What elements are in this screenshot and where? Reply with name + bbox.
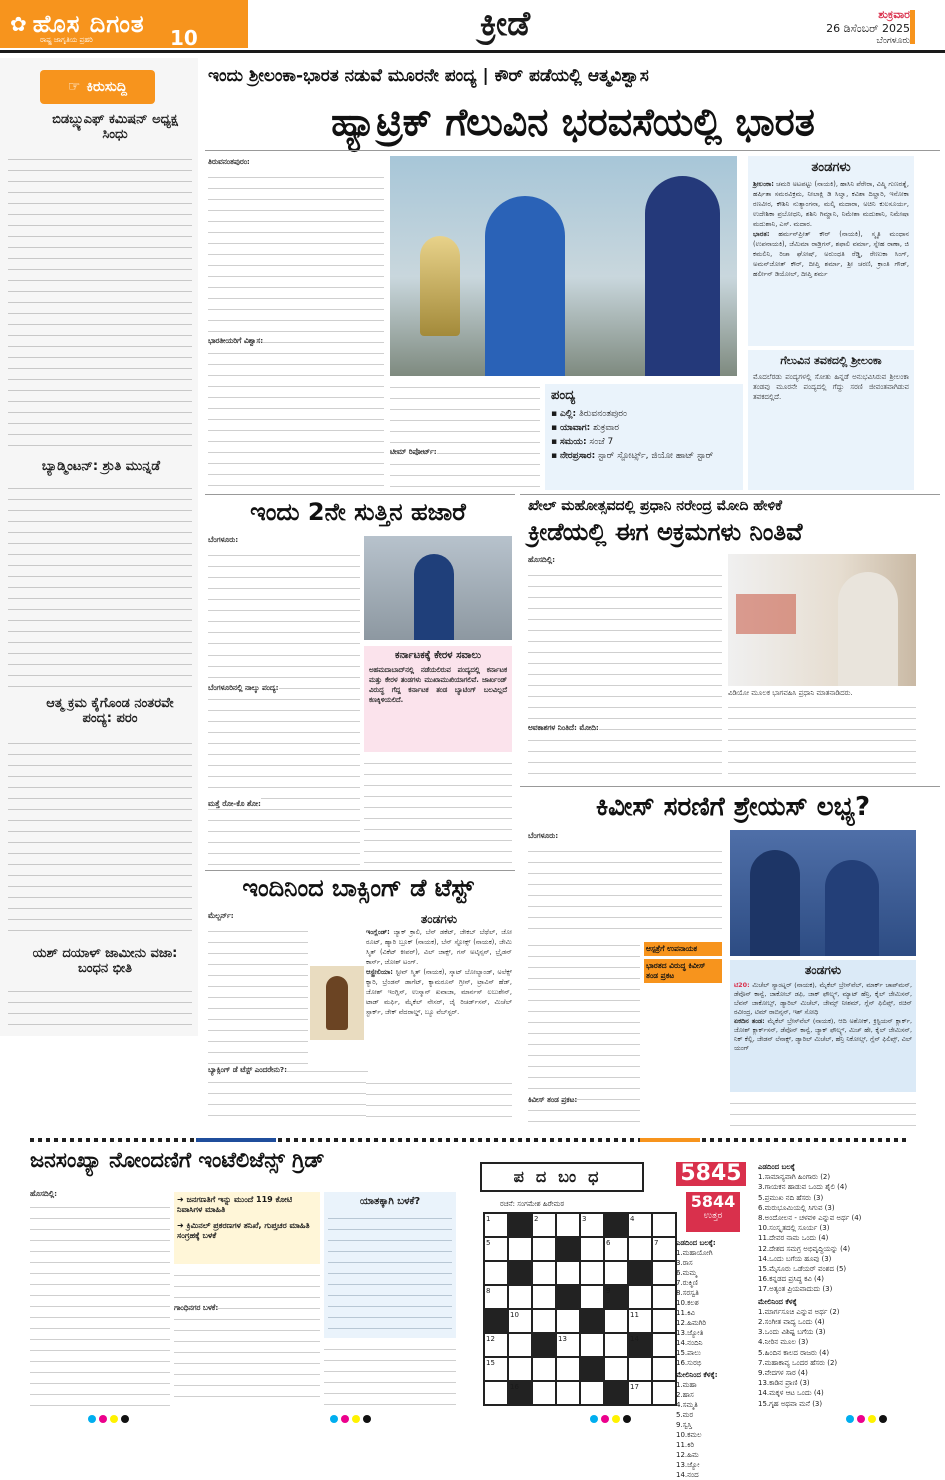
crossword-cell[interactable] bbox=[628, 1237, 652, 1261]
sl-squad: ಚಮರಿ ಅಟಪಟ್ಟು (ನಾಯಕಿ), ಹಾಸಿನಿ ಪೆರೇರಾ, ವಿಷ್ಮಿ ಗುಣರತ್ನೆ, ಹರ್ಷಿತಾ ಸಮರವಿಕ್ರಮ, ನೀಲಾಕ್ಷಿ ಡಿ ಸಿಲ್ವಾ, ಕವಿಶಾ ದಿಲ್ಹಾರಿ, ಇನೋಕಾ ರಣವೀರ, ಕೌಶಿನಿ ನುತ್ಯಾಂಗನಾ, ಮಲ್ಕಿ ಮದಾರಾ, ಅಚಿನಿ ಕುಲಸೂರ್ಯ, ಉದೇಶಿಕಾ ಪ್ರಬೋಧನಿ, ಶಶಿನಿ ಗಿಮ್ಹಾನಿ, ನಿಮೇಶಾ ಮದುಶಾನಿ, ನಿಮೇಷಾ ಮದುಶಾನಿ, ಎಸ್. ಮದಾರ. bbox=[753, 180, 909, 228]
main-body-col2 bbox=[390, 380, 540, 490]
cw-num: 4 bbox=[630, 1215, 635, 1223]
crossword-cell[interactable] bbox=[652, 1285, 676, 1309]
ashes-urn-photo bbox=[310, 966, 364, 1040]
answer-item: 4.ಸಮ್ಮತಿ bbox=[676, 1401, 698, 1409]
edition-city: ಬೆಂಗಳೂರು bbox=[876, 36, 910, 46]
registration-marks bbox=[330, 1408, 374, 1427]
brief-body-4 bbox=[8, 984, 192, 1032]
crossword-cell[interactable] bbox=[532, 1309, 556, 1333]
issue-date: 26 ಡಿಸೆಂಬರ್ 2025 bbox=[826, 22, 910, 35]
answer-item: 13.ಜ್ಯೋತಿ bbox=[676, 1329, 704, 1337]
masthead bbox=[0, 0, 248, 48]
down-clue: 3.ಒಂದು ವಿಶಿಷ್ಟ ಬಗೆಯ (3) bbox=[758, 1328, 826, 1337]
teams-box bbox=[748, 156, 914, 346]
cw-num: 1 bbox=[486, 1215, 491, 1223]
crossword-cell[interactable] bbox=[604, 1309, 628, 1333]
usage-box-title: ಯಾತಕ್ಕಾಗಿ ಬಳಕೆ? bbox=[359, 1196, 421, 1207]
down-clue: 1.ಮಾರ್ಗಸೂಚಿ ಎನ್ನುವ ಅರ್ಥ (2) bbox=[758, 1307, 840, 1316]
answer-item: 7.ರುಕ್ಮಿಣಿ bbox=[676, 1279, 698, 1287]
section-rule bbox=[205, 870, 515, 871]
hand-icon: ☞ bbox=[67, 79, 81, 95]
crossword-cell[interactable] bbox=[508, 1333, 532, 1357]
main-dateline: ತಿರುವನಂತಪುರಂ: bbox=[208, 157, 250, 166]
prev-number: 5844 bbox=[690, 1192, 736, 1211]
crossword-cell[interactable] bbox=[508, 1261, 532, 1285]
shreyas-headline: ಕಿವೀಸ್ ಸರಣಿಗೆ ಶ್ರೇಯಸ್ ಲಭ್ಯ? bbox=[595, 792, 871, 822]
across-clue: 1.ಸಾಮಾನ್ಯವಾಗಿ ಹಿಂಗಾರು (2) bbox=[758, 1173, 831, 1182]
census-usage-box bbox=[324, 1192, 456, 1338]
modi-photo bbox=[728, 554, 916, 686]
crossword-cell[interactable] bbox=[652, 1357, 676, 1381]
down-clue: 4.ನೀರಿನ ಮೂಲ (3) bbox=[758, 1338, 809, 1347]
crossword-cell[interactable] bbox=[580, 1285, 604, 1309]
divider-orange bbox=[640, 1138, 700, 1142]
census-body-col1 bbox=[30, 1200, 170, 1406]
section-rule bbox=[205, 494, 515, 495]
crossword-cell[interactable] bbox=[604, 1333, 628, 1357]
crossword-grid[interactable] bbox=[483, 1212, 677, 1406]
arrow-icon: ➜ bbox=[177, 1221, 187, 1230]
answer-item: 16.ಸುರಭಿ bbox=[676, 1359, 702, 1367]
census-body-col3 bbox=[324, 1342, 456, 1406]
across-clue: 6.ಮರುಭೂಮಿಯಲ್ಲಿ ಸಿಗುವ (3) bbox=[758, 1203, 835, 1212]
highlight-1: ➜ ಜನಗಣತಿಗೆ ಇನ್ನು ಮುಂದೆ 119 ಕೋಟಿ ನಿವಾಸಿಗಳ ಮಾಹಿತಿ bbox=[177, 1195, 293, 1214]
census-body-col2 bbox=[174, 1268, 320, 1406]
orange-edge-bar bbox=[910, 10, 915, 44]
boxing-teams-title: ತಂಡಗಳು bbox=[420, 912, 458, 926]
boxing-body-col1 bbox=[208, 924, 308, 1064]
crossword-cell[interactable] bbox=[532, 1333, 556, 1357]
cw-num: 16 bbox=[510, 1383, 519, 1391]
across-clue: 16.ಕನ್ನಡದ ಪ್ರಸಿದ್ಧ ಕವಿ (4) bbox=[758, 1275, 824, 1284]
match-info-row: ▪ ಎಲ್ಲಿ: ತಿರುವನಂತಪುರಂ bbox=[551, 409, 628, 419]
main-body-col1 bbox=[208, 170, 384, 490]
crossword-cell[interactable] bbox=[652, 1309, 676, 1333]
arrow-icon: ➜ bbox=[177, 1195, 187, 1204]
shreyas-photo bbox=[730, 830, 916, 956]
answers-across-title: ಎಡದಿಂದ ಬಲಕ್ಕೆ: bbox=[676, 1239, 716, 1247]
crossword-cell[interactable] bbox=[532, 1357, 556, 1381]
khel-body-col2 bbox=[728, 700, 916, 780]
crossword-cell[interactable] bbox=[604, 1357, 628, 1381]
hazare-body-col1 bbox=[208, 548, 360, 644]
player-shape bbox=[825, 860, 879, 956]
answer-item: 2.ಹಾಸ bbox=[676, 1391, 694, 1399]
boxing-sub: ಬ್ಯಾಕ್ಸಿಂಗ್ ಡೆ ಟೆಸ್ಟ್ ಎಂದರೇನು?: bbox=[208, 1065, 288, 1074]
brief-headline-4: ಯಶ್ ದಯಾಳ್ ಜಾಮೀನು ವಜಾ: ಬಂಧನ ಭೀತಿ bbox=[32, 946, 178, 976]
callout-1: ಆಸ್ಪತ್ರೆಗೆ ಉಪನಾಯಕ bbox=[644, 942, 722, 956]
main-kicker: ಇಂದು ಶ್ರೀಲಂಕಾ-ಭಾರತ ನಡುವೆ ಮೂರನೇ ಪಂದ್ಯ | ಕೌರ್ ಪಡೆಯಲ್ಲಿ ಆತ್ಮವಿಶ್ವಾಸ bbox=[208, 66, 649, 86]
down-title: ಮೇಲಿನಿಂದ ಕೆಳಕ್ಕೆ bbox=[758, 1297, 797, 1306]
sl-box-text: ಮೊದಲೆರಡು ಪಂದ್ಯಗಳಲ್ಲಿ ಸೋತು ಹಿನ್ನಡೆ ಅನುಭವಿಸಿರುವ ಶ್ರೀಲಂಕಾ ತಂಡವು ಮೂರನೇ ಪಂದ್ಯದಲ್ಲಿ ಗೆದ್ದು ಸರಣಿ ಜೀವಂತವಾಗಿಡುವ ತವಕದಲ್ಲಿದೆ. bbox=[753, 373, 909, 401]
crossword-cell[interactable] bbox=[556, 1381, 580, 1405]
answers-across-list bbox=[676, 1248, 754, 1368]
hazare-sub1: ಬೆಂಗಳೂರಿನಲ್ಲಿ ನಾಲ್ಕು ಪಂದ್ಯ: bbox=[208, 683, 279, 692]
crossword-setter: ರಚನೆ: ಸಂಗಮೇಶ ಹಿರೇಮಠ bbox=[500, 1200, 565, 1208]
khel-sub: ಅವಕಾಶಗಳ ನಿಂತಿದೆ: ಮೋದಿ: bbox=[528, 723, 599, 732]
crossword-cell[interactable] bbox=[484, 1261, 508, 1285]
karnataka-box-title: ಕರ್ನಾಟಕಕ್ಕೆ ಕೇರಳ ಸವಾಲು bbox=[394, 650, 482, 661]
khel-dateline: ಹೊಸದಿಲ್ಲಿ: bbox=[528, 555, 556, 564]
answer-item: 1.ಮಹಾ bbox=[676, 1381, 697, 1389]
crossword-cell[interactable] bbox=[508, 1213, 532, 1237]
match-photo bbox=[390, 156, 737, 376]
shreyas-sub: ಕಿವೀಸ್ ತಂಡ ಪ್ರಕಟ: bbox=[528, 1095, 578, 1104]
across-clue: 17.ಅತ್ಯಂತ ಪ್ರಿಯವಾದುದು (3) bbox=[758, 1285, 833, 1294]
crossword-cell[interactable] bbox=[580, 1309, 604, 1333]
khel-headline: ಕ್ರೀಡೆಯಲ್ಲಿ ಈಗ ಅಕ್ರಮಗಳು ನಿಂತಿವೆ bbox=[528, 518, 803, 546]
across-clue: 8.ಅಂದೋಲನ - ಚಳವಳಿ ಎನ್ನುವ ಅರ್ಥ (4) bbox=[758, 1214, 862, 1223]
cw-num: 8 bbox=[486, 1287, 491, 1295]
player-india-shape bbox=[485, 196, 565, 376]
match-info-title: ಪಂದ್ಯ bbox=[551, 388, 576, 403]
weekday: ಶುಕ್ರವಾರ bbox=[878, 8, 910, 21]
down-clue: 9.ವೇದಗಳ ಸಾರ (4) bbox=[758, 1369, 808, 1378]
answer-item: 12.ಹಿಮಗಿರಿ bbox=[676, 1319, 707, 1327]
answers-down-list bbox=[676, 1380, 754, 1480]
answer-item: 8.ಸರಸ್ವತಿ bbox=[676, 1289, 699, 1297]
registration-marks bbox=[590, 1408, 634, 1427]
screen-text-shape bbox=[736, 594, 796, 634]
hazare-dateline: ಬೆಂಗಳೂರು: bbox=[208, 535, 239, 544]
crossword-cell[interactable] bbox=[580, 1333, 604, 1357]
match-info-row: ▪ ಯಾವಾಗ: ಶುಕ್ರವಾರ bbox=[551, 423, 620, 433]
player-shape bbox=[750, 850, 800, 956]
cw-num: 14 bbox=[630, 1335, 639, 1343]
crossword-cell[interactable] bbox=[508, 1285, 532, 1309]
nz-teams-box bbox=[730, 960, 916, 1092]
answer-item: 1.ಮಹಾಯೋಗಿ bbox=[676, 1249, 713, 1257]
khel-kicker: ಖೇಲ್ ಮಹೋತ್ಸವದಲ್ಲಿ ಪ್ರಧಾನಿ ನರೇಂದ್ರ ಮೋದಿ ಹೇಳಿಕೆ bbox=[528, 498, 783, 514]
answer-item: 15.ಪಾಲು bbox=[676, 1349, 701, 1357]
answers-down-title: ಮೇಲಿನಿಂದ ಕೆಳಕ್ಕೆ: bbox=[676, 1371, 718, 1379]
cw-num: 13 bbox=[558, 1335, 567, 1343]
karnataka-box bbox=[364, 646, 512, 752]
urn-shape bbox=[326, 976, 348, 1030]
crossword-cell[interactable] bbox=[580, 1261, 604, 1285]
crossword-cell[interactable] bbox=[532, 1237, 556, 1261]
brief-body-3 bbox=[8, 736, 192, 940]
crossword-cell[interactable] bbox=[556, 1357, 580, 1381]
cw-num: 17 bbox=[630, 1383, 639, 1391]
match-info-row: ▪ ನೇರಪ್ರಸಾರ: ಸ್ಟಾರ್ ಸ್ಪೋರ್ಟ್ಸ್, ಜಿಯೋ ಹಾಟ್ ಸ್ಟಾರ್ bbox=[551, 451, 714, 461]
down-clues-list bbox=[758, 1307, 916, 1409]
shreyas-dateline: ಬೆಂಗಳೂರು: bbox=[528, 831, 559, 840]
crossword-cell[interactable] bbox=[484, 1381, 508, 1405]
cw-num: 3 bbox=[582, 1215, 587, 1223]
hazare-body-col2 bbox=[364, 756, 512, 868]
answer-item: 5.ಮರ bbox=[676, 1411, 694, 1419]
answer-item: 11.ಕಿವಿ bbox=[676, 1309, 695, 1317]
crossword-cell[interactable] bbox=[580, 1357, 604, 1381]
across-clue: 10.ಸಂಸ್ಕೃತದಲ್ಲಿ ಸೂರ್ಯ (3) bbox=[758, 1224, 830, 1233]
across-clue: 14.ಒಂದು ಬಗೆಯ ಹೂವು (3) bbox=[758, 1254, 832, 1263]
crossword-cell[interactable] bbox=[652, 1213, 676, 1237]
crossword-cell[interactable] bbox=[628, 1285, 652, 1309]
crossword-cell[interactable] bbox=[556, 1213, 580, 1237]
crossword-clues bbox=[758, 1162, 916, 1408]
crossword-prev bbox=[686, 1192, 740, 1232]
date-block bbox=[760, 8, 910, 46]
across-clues-list bbox=[758, 1172, 916, 1294]
aus-label: ಆಸ್ಟ್ರೇಲಿಯಾ: bbox=[366, 968, 393, 976]
answer-item: 3.ರಾಸ bbox=[676, 1259, 693, 1267]
answer-item: 14.ನಂದ bbox=[676, 1471, 699, 1479]
brief-body-2 bbox=[8, 481, 192, 691]
crossword-cell[interactable] bbox=[556, 1237, 580, 1261]
crossword-cell[interactable] bbox=[508, 1237, 532, 1261]
down-clue: 7.ಮಹಾಕಾವ್ಯ ಒಂದರ ಹೆಸರು (2) bbox=[758, 1358, 838, 1367]
crossword-number: 5845 bbox=[676, 1162, 746, 1186]
cw-num: 5 bbox=[486, 1239, 491, 1247]
crossword-cell[interactable] bbox=[508, 1357, 532, 1381]
crossword-cell[interactable] bbox=[652, 1333, 676, 1357]
census-dateline: ಹೊಸದಿಲ್ಲಿ: bbox=[30, 1189, 58, 1198]
crossword-cell[interactable] bbox=[532, 1381, 556, 1405]
brief-headline-3: ಆತ್ಮ ಕ್ರಮ ಕೈಗೊಂಡ ನಂತರವೇ ಪಂದ್ಯ: ಪರಂ bbox=[46, 696, 174, 726]
khel-caption: ವಿಡಿಯೋ ಮೂಲಕ ಭಾಗವಹಿಸಿ ಪ್ರಧಾನಿ ಮಾತನಾಡಿದರು. bbox=[728, 689, 853, 697]
answer-item: 9.ಸ್ವಸ್ತಿ bbox=[676, 1421, 692, 1429]
census-sub: ಗಾಂಧಿನಗರ ಬಳಕೆ: bbox=[174, 1303, 219, 1312]
crossword-cell[interactable] bbox=[652, 1261, 676, 1285]
down-clue: 5.ಹಿಂದಿನ ಕಾಲದ ರಾಜರು (4) bbox=[758, 1348, 830, 1357]
crossword-cell[interactable] bbox=[532, 1285, 556, 1309]
karnataka-box-text: ಅಹಮದಾಬಾದ್‌ನಲ್ಲಿ ನಡೆಯಲಿರುವ ಪಂದ್ಯದಲ್ಲಿ ಕರ್ನಾಟಕ ಮತ್ತು ಕೇರಳ ತಂಡಗಳು ಮುಖಾಮುಖಿಯಾಗಲಿವೆ. ಜಾರ್ಖಂಡ್ ವಿರುದ್ಧ ಗೆದ್ದ ಕರ್ನಾಟಕ ತಂಡ ಬ್ಯಾಟಿಂಗ್ ಬಲವಿಲ್ಲದೆ ಕಣಕ್ಕಿಳಿಯಲಿದೆ. bbox=[369, 666, 507, 704]
across-title: ಎಡದಿಂದ ಬಲಕ್ಕೆ bbox=[758, 1163, 795, 1171]
boxing-headline: ಇಂದಿನಿಂದ ಬಾಕ್ಸಿಂಗ್ ಡೆ ಟೆಸ್ಟ್ bbox=[242, 874, 474, 902]
boxing-teams bbox=[366, 912, 512, 1072]
shreyas-body-col2 bbox=[730, 1096, 916, 1126]
in-squad: ಹರ್ಮನ್‌ಪ್ರೀತ್ ಕೌರ್ (ನಾಯಕಿ), ಸ್ಮೃತಿ ಮಂಧಾನ (ಉಪನಾಯಕಿ), ಜೆಮಿಮಾ ರಾಡ್ರಿಗಸ್, ಶಫಾಲಿ ವರ್ಮಾ, ಸ್ನೇಹ ರಾಣಾ, ಜಿ ಕಮಲಿನಿ, ರಿಚಾ ಘೋಷ್, ಅರುಂಧತಿ ರೆಡ್ಡಿ, ರೇಣುಕಾ ಸಿಂಗ್, ಅಮನ್‌ಜೋತ್ ಕೌರ್, ದೀಪ್ತಿ ಶರ್ಮಾ, ಶ್ರೀ ಚರಣಿ, ಕ್ರಾಂತಿ ಗೌಡ್, ಹರ್ಲೀನ್ ಡಿಯೋಲ್, ದೀಪ್ತಿ ಶರ್ಮ bbox=[753, 230, 909, 278]
t20-label: ಟಿ20: bbox=[734, 981, 750, 989]
page-number: 10 bbox=[170, 26, 198, 50]
odi-label: ಏಕದಿನ ತಂಡ: bbox=[734, 1017, 765, 1025]
answer-item: 12.ಹಿಮ bbox=[676, 1451, 699, 1459]
match-info-box bbox=[545, 384, 743, 490]
cw-num: 12 bbox=[486, 1335, 495, 1343]
main-subhead-2: ಟೀಮ್ ರಿಪೋರ್ಟ್: bbox=[390, 447, 437, 456]
answer-item: 11.ಕಿರಿ bbox=[676, 1441, 695, 1449]
across-clue: 15.ಮೈಸೂರು ಒಡೆಯರ್ ವಂಶದ (5) bbox=[758, 1265, 847, 1274]
crossword-cell[interactable] bbox=[484, 1309, 508, 1333]
t20-squad: ಮಿಚೆಲ್ ಸ್ಯಾಂಟ್ನರ್ (ನಾಯಕ), ಮೈಕೆಲ್ ಬ್ರೇಸ್‌ವೆಲ್, ಮಾರ್ಕ್ ಚಾಪ್‌ಮನ್, ಡೆವೊನ್ ಕಾನ್ವೆ, ಜಾಕೋಬ್ ಡಫಿ, ಜಾಕ್ ಫೌಲ್ಕ್ಸ್, ಮ್ಯಾಟ್ ಹೆನ್ರಿ, ಕೈಲ್ ಜೇಮಿಸನ್, ಬೆವನ್ ಜಾಕೋಬ್ಸ್, ಡ್ಯಾರಿಲ್ ಮಿಚೆಲ್, ಜೇಮ್ಸ್ ನೀಶಮ್, ಗ್ಲೆನ್ ಫಿಲಿಪ್ಸ್, ರಚಿನ್ ರವೀಂದ್ರ, ಟಿಮ್ ರಾಬಿನ್ಸನ್, ಇಶ್ ಸೋಧಿ bbox=[734, 981, 912, 1016]
crossword-cell[interactable] bbox=[556, 1285, 580, 1309]
brief-headline-2: ಬ್ಯಾಡ್ಮಿಂಟನ್: ಶ್ರುತಿ ಮುನ್ನಡೆ bbox=[41, 459, 161, 474]
crossword-cell[interactable] bbox=[628, 1357, 652, 1381]
cw-num: 15 bbox=[486, 1359, 495, 1367]
crossword-cell[interactable] bbox=[628, 1261, 652, 1285]
sl-box-title: ಗೆಲುವಿನ ತವಕದಲ್ಲಿ ಶ್ರೀಲಂಕಾ bbox=[780, 354, 882, 367]
section-title: ಕ್ರೀಡೆ bbox=[480, 4, 531, 44]
divider-blue bbox=[196, 1138, 276, 1142]
crossword-answers bbox=[676, 1238, 754, 1479]
main-rule bbox=[205, 150, 940, 151]
answer-item: 10.ಕಮಲ bbox=[676, 1431, 702, 1439]
masthead-tagline: ರಾಷ್ಟ್ರ ಜಾಗೃತಿಯ ಪ್ರಹರಿ bbox=[40, 36, 93, 44]
eng-label: ಇಂಗ್ಲೆಂಡ್: bbox=[366, 928, 390, 936]
registration-marks bbox=[88, 1408, 132, 1427]
section-rule bbox=[520, 494, 940, 495]
sl-box bbox=[748, 350, 914, 490]
down-clue: 13.ಕಾಡಿನ ಪ್ರಾಣಿ (3) bbox=[758, 1379, 810, 1388]
highlight-2: ➜ ಕ್ರಿಮಿನಲ್ ಪ್ರಕರಣಗಳ ತನಿಖೆ, ಗುಪ್ತಚರ ಮಾಹಿತಿ ಸಂಗ್ರಹಕ್ಕೆ ಬಳಕೆ bbox=[177, 1221, 310, 1240]
cw-num: 7 bbox=[654, 1239, 659, 1247]
main-headline: ಹ್ಯಾಟ್ರಿಕ್ ಗೆಲುವಿನ ಭರವಸೆಯಲ್ಲಿ ಭಾರತ bbox=[331, 100, 815, 144]
census-headline: ಜನಸಂಖ್ಯಾ ನೋಂದಣಿಗೆ ಇಂಟೆಲಿಜೆನ್ಸ್ ಗ್ರಿಡ್ bbox=[30, 1148, 325, 1172]
nz-teams-title: ತಂಡಗಳು bbox=[804, 963, 842, 977]
briefs-label: ☞ ಕಿರುಸುದ್ದಿ bbox=[40, 70, 155, 104]
answer-item: 6.ಮಮ್ಮ bbox=[676, 1269, 697, 1277]
crossword-cell[interactable] bbox=[604, 1213, 628, 1237]
newspaper-logo-icon: ✿ bbox=[10, 12, 27, 36]
census-highlight-box bbox=[174, 1192, 320, 1264]
section-rule bbox=[520, 786, 940, 787]
answer-item: 13.ಜ್ಯೋ bbox=[676, 1461, 700, 1469]
shreyas-body-col1 bbox=[528, 844, 722, 934]
newspaper-name: ಹೊಸ ದಿಗಂತ bbox=[32, 10, 145, 38]
crossword-cell[interactable] bbox=[652, 1381, 676, 1405]
hazare-sub2: ಮತ್ತೆ ರೋ-ಕೊ ಶೋ: bbox=[208, 799, 261, 808]
answer-item: 10.ಕಲಶ bbox=[676, 1299, 699, 1307]
khel-body-col1 bbox=[528, 568, 722, 780]
down-clue: 2.ಸಂಗೀತ ವಾದ್ಯ ಒಂದು (4) bbox=[758, 1318, 825, 1327]
odi-squad: ಮೈಕೆಲ್ ಬ್ರೇಸ್‌ವೆಲ್ (ನಾಯಕ), ಆದಿ ಅಶೋಕ್, ಕ್ರಿಸ್ಟಿಯನ್ ಕ್ಲಾರ್ಕ್, ಜೋಶ್ ಕ್ಲಾರ್ಕ್‌ಸನ್, ಡೆವೊನ್ ಕಾನ್ವೆ, ಜ್ಯಾಕ್ ಫೌಲ್ಕ್ಸ್, ಮಿಚ್ ಹೇ, ಕೈಲ್ ಜೇಮಿಸನ್, ನಿಕ್ ಕೆಲ್ಲಿ, ಜೇಡನ್ ಲೆನಾಕ್ಸ್, ಡ್ಯಾರಿಲ್ ಮಿಚೆಲ್, ಹೆನ್ರಿ ನಿಕೋಲ್ಸ್, ಗ್ಲೆನ್ ಫಿಲಿಪ್ಸ್, ವಿಲ್ ಯಂಗ್ bbox=[734, 1017, 912, 1052]
boxing-dateline: ಮೆಲ್ಬರ್ನ್: bbox=[208, 911, 234, 920]
speaker-shape bbox=[838, 572, 898, 686]
crossword-title: ಪದಬಂಧ bbox=[480, 1162, 644, 1192]
crossword-cell[interactable] bbox=[580, 1237, 604, 1261]
match-info-row: ▪ ಸಮಯ: ಸಂಜೆ 7 bbox=[551, 437, 614, 447]
crossword-cell[interactable] bbox=[556, 1309, 580, 1333]
prev-label: ಉತ್ತರ bbox=[703, 1211, 723, 1221]
brief-headline-1: ಬಿಡಬ್ಲ್ಯುಎಫ್ ಕಮಿಷನ್ ಅಧ್ಯಕ್ಷ ಸಿಂಧು bbox=[52, 112, 178, 142]
crossword-cell[interactable] bbox=[580, 1381, 604, 1405]
answer-item: 14.ನಂದಿನಿ bbox=[676, 1339, 703, 1347]
crossword-cell[interactable] bbox=[556, 1261, 580, 1285]
hazare-headline: ಇಂದು 2ನೇ ಸುತ್ತಿನ ಹಜಾರೆ bbox=[250, 498, 466, 526]
across-clue: 5.ಪ್ರಮುಖ ನದಿ ಹೆಸರು (3) bbox=[758, 1193, 824, 1202]
hazare-body-col1b bbox=[208, 648, 360, 868]
cw-num: 9 bbox=[606, 1287, 611, 1295]
cw-num: 6 bbox=[606, 1239, 611, 1247]
main-subhead-1: ಭಾರತೀಯರಿಗೆ ವಿಶ್ವಾಸ: bbox=[208, 336, 264, 345]
header-rule bbox=[0, 50, 945, 53]
player-srilanka-shape bbox=[645, 176, 720, 376]
cw-num: 10 bbox=[510, 1311, 519, 1319]
across-clue: 3.ಗಾಯಕನ ಹಾಡುವ ಒಂದು ಶೈಲಿ (4) bbox=[758, 1183, 848, 1192]
across-clue: 11.ದೇವರ ನಾಮ ಒಂದು (4) bbox=[758, 1234, 829, 1243]
crossword-cell[interactable] bbox=[532, 1261, 556, 1285]
brief-body-1 bbox=[8, 152, 192, 454]
teams-title: ತಂಡಗಳು bbox=[811, 160, 851, 175]
batsman-shape bbox=[414, 554, 454, 640]
callout-2: ಭಾರತದ ವಿರುದ್ಧ ಕಿವೀಸ್ ತಂಡ ಪ್ರಕಟ bbox=[644, 959, 722, 983]
cw-num: 2 bbox=[534, 1215, 539, 1223]
boxing-body-col2 bbox=[366, 1076, 512, 1126]
crossword-cell[interactable] bbox=[604, 1381, 628, 1405]
eng-squad: ಜ್ಯಾಕ್ ಕ್ರಾಲಿ, ಬೆನ್ ಡಕೆಟ್, ಜೇಕಬ್ ಬೆಥೆಲ್, ಜೋ ರೂಟ್, ಹ್ಯಾರಿ ಬ್ರೂಕ್ (ನಾಯಕ), ಬೆನ್ ಸ್ಟೋಕ್ಸ್ (ನಾಯಕ), ಜೇಮಿ ಸ್ಮಿತ್ (ವಿಕೆಟ್ ಕೀಪರ್), ವಿಲ್ ಜಾಕ್ಸ್, ಗಸ್ ಅಟ್ಕಿನ್ಸನ್, ಬ್ರೈಡನ್ ಕಾರ್ಸ್, ಜೋಶ್ ಟಂಗ್. bbox=[366, 928, 512, 966]
sl-label: ಶ್ರೀಲಂಕಾ: bbox=[753, 180, 774, 188]
down-clue: 15.ಗೃಹ ಅಥವಾ ಮನೆ (3) bbox=[758, 1399, 823, 1408]
cw-num: 11 bbox=[630, 1311, 639, 1319]
across-clue: 12.ದೇಶದ ಸಮಗ್ರ ಅಭಿವೃದ್ಧಿಯನ್ನು (4) bbox=[758, 1244, 851, 1253]
crossword-cell[interactable] bbox=[604, 1261, 628, 1285]
in-label: ಭಾರತ: bbox=[753, 230, 770, 238]
shreyas-callouts bbox=[644, 942, 722, 1012]
down-clue: 14.ಮಕ್ಕಳ ಆಟ ಒಂದು (4) bbox=[758, 1389, 824, 1398]
trophy-shape bbox=[420, 236, 460, 336]
registration-marks bbox=[846, 1408, 890, 1427]
aus-squad: ಸ್ಟೀವ್ ಸ್ಮಿತ್ (ನಾಯಕ), ಸ್ಕಾಟ್ ಬೋಲ್ಯಾಂಡ್, ಅಲೆಕ್ಸ್ ಕ್ಯಾರಿ, ಬ್ರೆಂಡನ್ ಡಾಗೆಟ್, ಕ್ಯಾಮರೂನ್ ಗ್ರೀನ್, ಟ್ರಾವಿಸ್ ಹೆಡ್, ಜೋಶ್ ಇಂಗ್ಲಿಸ್, ಉಸ್ಮಾನ್ ಖವಾಜಾ, ಮಾರ್ನಸ್ ಲಬುಶೇನ್, ಟಾಡ್ ಮರ್ಫಿ, ಮೈಕೆಲ್ ನೇಸರ್, ಜೈ ರಿಚರ್ಡ್‌ಸನ್, ಮಿಚೆಲ್ ಸ್ಟಾರ್ಕ್, ಜೇಕ್ ವೆದರಾಲ್ಡ್, ಬ್ಯೂ ವೆಬ್‌ಸ್ಟರ್. bbox=[366, 968, 512, 1016]
kohli-photo bbox=[364, 536, 512, 640]
page-divider bbox=[30, 1138, 910, 1142]
